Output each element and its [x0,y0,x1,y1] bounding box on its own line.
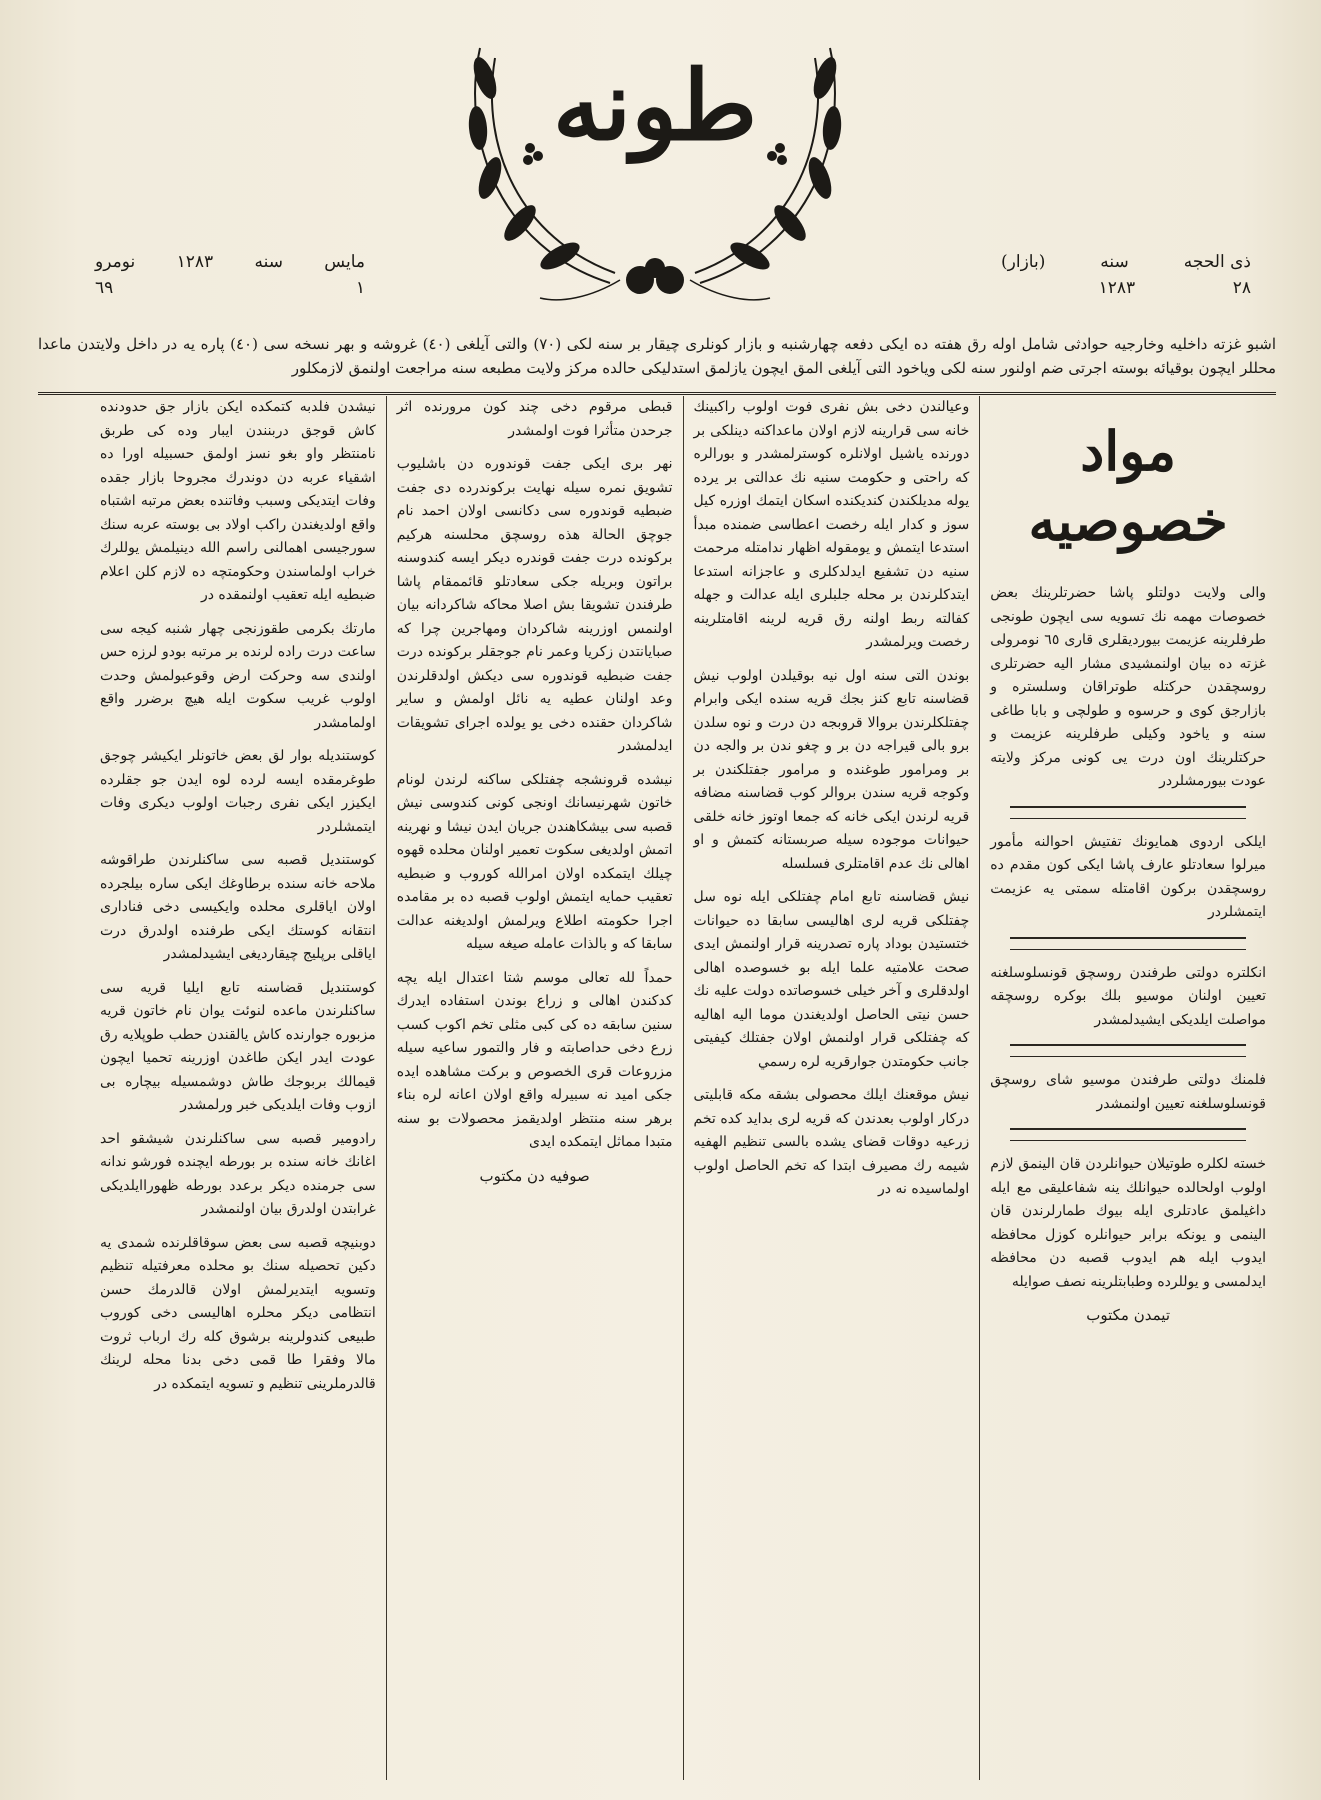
article-paragraph: رادومير قصبه سى ساكنلرندن شيشقو احد اغانك خانه سنده بر بورطه ايچنده فورشو ندانه سى جرمنده ديكر برعدد بورطه ظهوراايلديكى غرابتدن اولدرق بيان اولنمشدر [100,1130,376,1217]
letter-heading: تيمدن مكتوب [1086,1306,1170,1325]
article-paragraph: خسته لكلره طوتيلان حيوانلردن قان الينمق لازم اولوب اولحالده حيوانلك ينه شفاعليقى مع ايله داغيلمق عادتلرى ايله بيوك طمارلرندن قان الينمى و يونكه برابر حيوانلره كوزل محافظه ايدوب ايله هم ايدوب قصبه دن محافظه ايدلمسى و يوللرده وطبابتلرينه نصف صوايله [990,1156,1266,1290]
article-paragraph: مارتك بكرمى طقوزنجى چهار شنبه كيجه سى ساعت درت راده لرنده بر مرتبه بودو لرزه حس اولندى سه وحركت ارض وقوعبولمش وحدت اولوب غريب سكوت ايله هيچ برضرر واقع اولمامشدر [100,620,376,731]
rumi-year: ١٢٨٣ [176,252,214,272]
article-paragraph: نيشدن فلدبه كتمكده ايكن بازار جق حدودنده كاش قوجق دربنندن ايبار وده كى طربق نامنتظر واو بغو نسز اولمق حسبيله اورا ده اشقياء عربه دن دوندرك مجروحا بازار جقده وفات ايتديكى وسبب وفاتنده بعض مرتبه اشتباه واقع اولديغندن راكب اولاد بى بوسته عربه سنك سورجيسى اهمالنى راسم الله دينيلمش يوللرك خراب اولماسندن وحكومتچه ده لازم كلن اعلام ضبطيه ايله تعقيب اولنمقده در [100,399,376,603]
masthead-wreath [440,18,870,310]
article-paragraph: دوبنيچه قصبه سى بعض سوقاقلرنده شمدى يه دكين تحصيله سنك بو محلده معرفتيله تنظيم وتسويه ايتديرلمش اولان قالدرمك حسن انتظامى ديكر محلره اهاليسى دخى كوروب طبيعى كندولرينه برشوق كله رك ارباب ثروت مالا وفقرا طا قمى دخى بدنا محله لرينك قالدرملرينى تنظيم و تسويه ايتمكده در [100,1234,376,1392]
column-3 [386,396,683,1780]
article-paragraph: نهر برى ايكى جفت قوندوره دن باشليوب تشويق نمره سيله نهايت بركوندرده دى جفت ضبطيه قوندوره سى دكانسى اولان احمد نام جوچق الحالة هذه روسچق محلسنه هركيم بركونده درت جفت قوندره ديكر ايسه كندوسنه براتون وبريله جكى سعادتلو قائممقام پاشا طرفندن تشويقا بش اصلا محاكه شاكردانه بيان اولنمس اوزرينه شاكردان ومهاجرين چرا كه صبايانتدن زكريا وعمر نام جوجقلر بركونده درت جفت ضبطيه قوندوره سى ديكش اولدقلرندن وعد اولنان عطيه يه نائل اولمش و ساير شاكردان حقنده دخى يو يولده اجراى تشويقات ايدلمشدر [396,456,673,754]
dateline-rumi [95,250,365,301]
hijri-year-label: سنه [1100,252,1129,272]
letter-heading: صوفيه دن مكتوب [479,1166,590,1185]
rumi-month: مايس [324,252,365,272]
separator-rule [1010,1044,1246,1057]
issue-number-label: نومرو [95,252,136,272]
subscription-notice: اشبو غزته داخليه وخارجيه حوادثى شامل اوله رق هفته ده ايكى دفعه چهارشنبه و بازار كونلرى چيقار بر سنه لكى (٧٠) والتى آيلغى (٤٠) غروشه و بهر نسخه سى (٤٠) پاره يه در داخل ولايتدن ماعدا محللر ايچون بوقيائه بوسته اجرتى ضم اولنور سنه لكى وياخود التى آيلغى المق ايچون يازلمق استدليكى حالده مركز ولايت مطبعه سنه مراجعت اولنمق لازمكلور [38,332,1276,395]
article-paragraph: والى ولايت دولتلو پاشا حضرتلرينك بعض خصوصات مهمه نك تسويه سى ايچون طونجى طرفلرينه عزيمت بيورديقلرى قارى ٦٥ نومرولى غزته ده بيان اولنمشيدى مشار اليه حضرتلرى روسچقدن حركتله طوتراقان وسلستره و بازارجق كوى و حرسوه و طولچى و بابا طاغى سنه و ياخود وكيلى طرفلرينه عزيمت و حركتلرينك اون درت يى كونى مركز ولايته عودت بيورمشلردر [990,585,1267,790]
rumi-day: ١ [355,277,365,298]
article-paragraph: وعيالندن دخى بش نفرى فوت اولوب راكبينك خانه سى قرارينه لازم اولان ماعداكنه دينلكى بر دورنده ياشيل اولانلره كوسترلمشدر و بورالره كه راحتى و حكومت سنيه نك عدالتى بر يرده يوله مديلكندن كنديكنده اسكان ايتمك اوزره كيل سوز و كدار ايله رخصت اعطاسى ضمنده مبدأ استدعا ايتمش و يومقوله اظهار ندامتله مرحمت سنيه دن تشفيع ايدلدكلرى و عاجزانه استدعا ايتدكلرندن بر محله جلبلرى ايله عدالت و جهله كفالته ربط اولنه رق قريه لرينه اقامتلرينه رخصت ويرلمشدر [693,399,970,650]
column-1 [979,396,1276,1780]
article-paragraph: فلمنك دولتى طرفندن موسيو شاى روسچق قونسلوسلغنه تعيين اولنمشدر [990,1072,1266,1112]
separator-rule [1010,806,1246,819]
hijri-day: ٢٨ [1232,277,1251,298]
rumi-year-label: سنه [254,252,283,272]
article-paragraph: كوستنديله بوار لق بعض خاتونلر ايكيشر چوجق طوغرمقده ايسه لرده لوه ايدن جو جقلرده ايكيزر ايكى نفرى رجبات اولوب ديكرى وفات ايتمشلردر [100,748,376,835]
hijri-month: ذى الحجه [1183,252,1251,272]
article-paragraph: بوندن التى سنه اول نيه بوقيلدن اولوب نيش قضاسنه تابع كنز بجك قريه سنده ايكى وابرام چفتلكلرندن بروالا قروبجه دن درت و نوه سلدن برو بالى قيراجه دن بر و چغو ندن بر والجه دن بر ومرامور طوغنده و مرامور جفتلكندن بر وكوجه قريه سندن بروالر كوب قضاسنه مضافه قريه لرندن ايكى خانه كه جمعا اوتوز خانه خلقى حيوانات موجوده سيله صربستانه كتمش و او اهالى نك عدم اقامتلرى فسلسله [693,667,970,872]
hijri-year: ١٢٨٣ [1098,277,1136,298]
dateline-hijri [1001,250,1251,301]
separator-rule [1010,1128,1246,1141]
weekday: (بازار) [1001,252,1046,272]
article-paragraph: انكلتره دولتى طرفندن روسچق قونسلوسلغنه تعيين اولنان موسيو بلك بوكره روسچقه مواصلت ايلديكى ايشيدلمشدر [990,964,1266,1028]
section-heading: مواد خصوصيه [1028,419,1228,554]
issue-number: ٦٩ [95,277,114,298]
article-paragraph: كوستنديل قصبه سى ساكنلرندن طراقوشه ملاحه خانه سنده برطاوغك ايكى ساره بيلجرده اولان اياقلرى محلده وايكيسى دخى فنادارى انتقانه كوستك ايكى طرفنده اولدرق درت اياقلى برپليج چيقارديغى ايشيدلمشدر [100,852,376,962]
article-columns [90,396,1276,1780]
newspaper-title: طونه [552,49,758,162]
article-paragraph: قبطى مرقوم دخى چند كون مرورنده اثر جرحدن متأثرا فوت اولمشدر [396,399,673,439]
article-paragraph: ايلكى اردوى همايونك تفتيش احوالنه مأمور ميرلوا سعادتلو عارف پاشا ايكى كون مقدم ده روسچقدن بركون اقامتله سمتى يه عزيمت ايتمشلردر [990,833,1266,921]
article-paragraph: نيش موقعنك ايلك محصولى بشقه مكه قابليتى دركار اولوب بعدندن كه قريه لرى بدايد كده تخم زرعيه دوقات قضاى يشده بالسى تنظيم الهفيه شيمه رك مصيرف ابتدا كه تخم الحاصل اولوب اولماسيده نه در [693,1087,970,1197]
column-2 [683,396,980,1780]
article-paragraph: نيشده قرونشجه چفتلكى ساكنه لرندن لونام خاتون شهرنيسانك اونجى كونى كندوسى نيش قصبه سى بيشكاهندن جريان ايدن نيشا و نهرينه اتمش اولديغى سكوت تعمير اولنان محلده قهوه چيلك ايتمكده اولان امرالله كوروب و ضبطيه تعقيب حمايه ايتمش اولوب قصبه ده بر مقامده اجرا حكومته اطلاع ويرلمش اولديغنه عدالت سابقا كه و بالذات عامله صيغه سيله [396,771,673,952]
article-paragraph: نيش قضاسنه تابع امام چفتلكى ايله نوه سل چفتلكى قريه لرى اهاليسى سابقا ده حيوانات ختستيدن بوداد پاره تصدرينه قرار اولنمش ايدى صحت علامتيه علما ايله بو خسوصده اهالى اولدقلرى و آخر خيلى خسوصاتده دولت عليه نك حسن نيتى الحاصل اولديغندن موما اليه اهاليه كه چفتلكى قرار اولنمش اولان جفتلك كيفيتى جانب حكومتدن جوارقريه لره رسمي [693,889,970,1070]
separator-rule [1010,937,1246,950]
article-paragraph: كوستنديل قضاسنه تابع ايليا قريه سى ساكنلرندن ماعده لنوئت يوان نام خاتون قريه مزبوره جوارنده كاش يالقندن حطب طوپلايه رق عودت ايدر ايكن طاغدن اوزرينه تحميا ايچون قيمالك بربوجك طاش دوشمسيله بيچاره بى ازوب وفات ايلديكى خبر ورلمشدر [100,979,376,1113]
article-paragraph: حمداً لله تعالى موسم شتا اعتدال ايله يچه كدكندن اهالى و زراع بوندن استفاده ايدرك سنين سابقه ده كى كبى مثلى تخم اكوب كسب زرع دخى حداصابته و فار والتمور ساعيه سيله مزروعات قرى الخصوص و بركت مشاهده ايده جكى اميد نه سبيرله واقع اولان اعانه لره بناء برهر سنه منتظر اولديقمز محصولات بو سنه متبدا مماثل ايتمكده ايدى [396,969,673,1150]
column-4 [90,396,386,1780]
